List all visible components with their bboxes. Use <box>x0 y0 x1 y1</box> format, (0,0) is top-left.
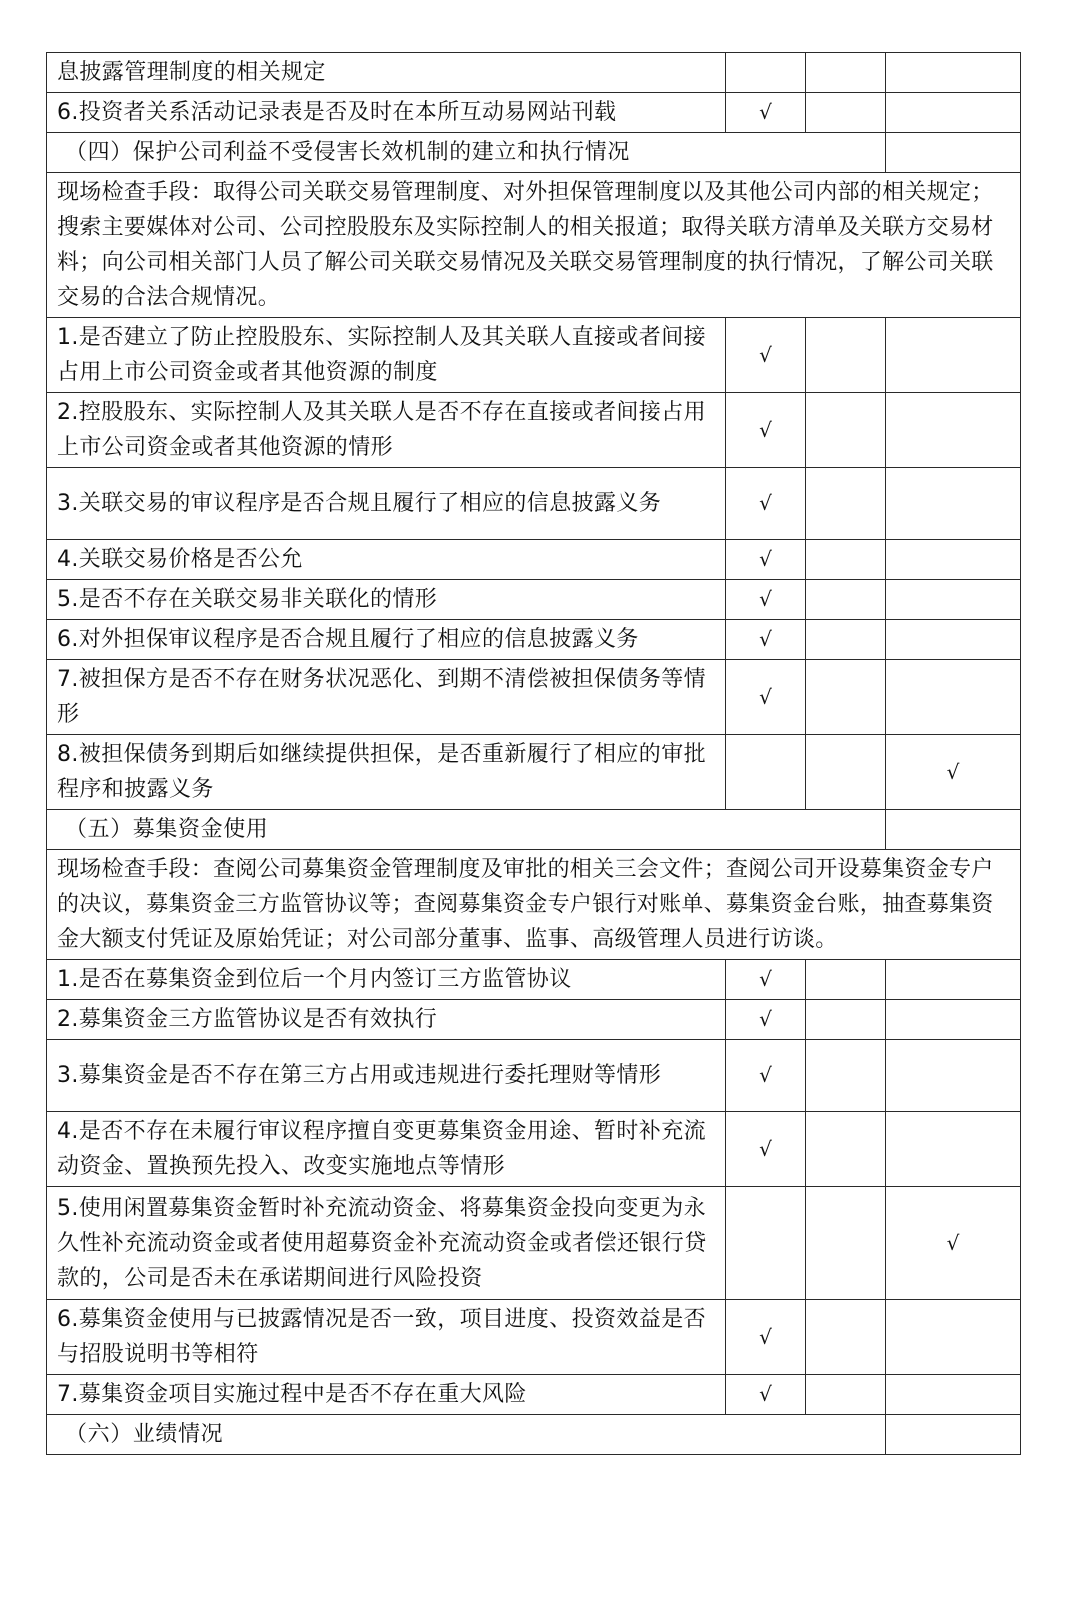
na-mark-cell <box>886 1040 1021 1112</box>
no-mark-cell <box>806 1187 886 1300</box>
table-row <box>47 1112 1021 1187</box>
yes-mark-cell: √ <box>726 318 806 393</box>
no-mark-cell <box>806 468 886 540</box>
table-row <box>47 53 1021 93</box>
yes-mark-cell: √ <box>726 660 806 735</box>
yes-mark-cell: √ <box>726 540 806 580</box>
question-cell: 7.募集资金项目实施过程中是否不存在重大风险 <box>47 1375 726 1415</box>
na-mark-cell <box>886 540 1021 580</box>
yes-mark-cell: √ <box>726 1300 806 1375</box>
table-row <box>47 93 1021 133</box>
section-heading: （六）业绩情况 <box>47 1415 886 1455</box>
table-row <box>47 580 1021 620</box>
yes-mark-cell <box>726 53 806 93</box>
yes-mark-cell: √ <box>726 393 806 468</box>
yes-mark-cell: √ <box>726 1000 806 1040</box>
na-mark-cell <box>886 318 1021 393</box>
table-row <box>47 620 1021 660</box>
question-cell: 2.控股股东、实际控制人及其关联人是否不存在直接或者间接占用上市公司资金或者其他资源的情形 <box>47 393 726 468</box>
na-mark-cell <box>886 580 1021 620</box>
inspection-method-text: 现场检查手段：取得公司关联交易管理制度、对外担保管理制度以及其他公司内部的相关规定；搜索主要媒体对公司、公司控股股东及实际控制人的相关报道；取得关联方清单及关联方交易材料；向公司相关部门人员了解公司关联交易情况及关联交易管理制度的执行情况，了解公司关联交易的合法合规情况。 <box>47 173 1021 318</box>
question-cell: 8.被担保债务到期后如继续提供担保，是否重新履行了相应的审批程序和披露义务 <box>47 735 726 810</box>
no-mark-cell <box>806 1000 886 1040</box>
na-mark-cell <box>886 1375 1021 1415</box>
na-mark-cell <box>886 468 1021 540</box>
table-row <box>47 1040 1021 1112</box>
na-mark-cell <box>886 393 1021 468</box>
na-mark-cell <box>886 660 1021 735</box>
no-mark-cell <box>806 393 886 468</box>
table-row <box>47 1300 1021 1375</box>
section-row <box>47 810 1021 850</box>
yes-mark-cell <box>726 735 806 810</box>
no-mark-cell <box>806 620 886 660</box>
table-row <box>47 1375 1021 1415</box>
table-row <box>47 468 1021 540</box>
yes-mark-cell: √ <box>726 960 806 1000</box>
question-cell: 息披露管理制度的相关规定 <box>47 53 726 93</box>
no-mark-cell <box>806 93 886 133</box>
question-cell: 6.募集资金使用与已披露情况是否一致，项目进度、投资效益是否与招股说明书等相符 <box>47 1300 726 1375</box>
question-cell: 5.是否不存在关联交易非关联化的情形 <box>47 580 726 620</box>
yes-mark-cell: √ <box>726 468 806 540</box>
yes-mark-cell: √ <box>726 93 806 133</box>
no-mark-cell <box>806 660 886 735</box>
no-mark-cell <box>806 1375 886 1415</box>
na-mark-cell <box>886 1000 1021 1040</box>
yes-mark-cell: √ <box>726 1112 806 1187</box>
yes-mark-cell: √ <box>726 1375 806 1415</box>
yes-mark-cell: √ <box>726 1040 806 1112</box>
section-heading: （五）募集资金使用 <box>47 810 886 850</box>
section-row <box>47 1415 1021 1455</box>
question-cell: 4.是否不存在未履行审议程序擅自变更募集资金用途、暂时补充流动资金、置换预先投入、改变实施地点等情形 <box>47 1112 726 1187</box>
question-cell: 3.募集资金是否不存在第三方占用或违规进行委托理财等情形 <box>47 1040 726 1112</box>
table-row <box>47 1187 1021 1300</box>
question-cell: 1.是否在募集资金到位后一个月内签订三方监管协议 <box>47 960 726 1000</box>
section-heading: （四）保护公司利益不受侵害长效机制的建立和执行情况 <box>47 133 886 173</box>
no-mark-cell <box>806 1112 886 1187</box>
yes-mark-cell: √ <box>726 620 806 660</box>
inspection-checklist <box>46 52 1020 1455</box>
table-row <box>47 393 1021 468</box>
na-mark-cell: √ <box>886 1187 1021 1300</box>
table-row <box>47 660 1021 735</box>
table-row <box>47 540 1021 580</box>
question-cell: 7.被担保方是否不存在财务状况恶化、到期不清偿被担保债务等情形 <box>47 660 726 735</box>
no-mark-cell <box>806 318 886 393</box>
question-cell: 3.关联交易的审议程序是否合规且履行了相应的信息披露义务 <box>47 468 726 540</box>
method-row <box>47 850 1021 960</box>
question-cell: 6.投资者关系活动记录表是否及时在本所互动易网站刊载 <box>47 93 726 133</box>
no-mark-cell <box>806 540 886 580</box>
na-mark-cell <box>886 620 1021 660</box>
no-mark-cell <box>806 53 886 93</box>
na-mark-cell <box>886 1112 1021 1187</box>
section-row <box>47 133 1021 173</box>
question-cell: 2.募集资金三方监管协议是否有效执行 <box>47 1000 726 1040</box>
na-mark-cell <box>886 53 1021 93</box>
question-cell: 4.关联交易价格是否公允 <box>47 540 726 580</box>
question-cell: 1.是否建立了防止控股股东、实际控制人及其关联人直接或者间接占用上市公司资金或者其他资源的制度 <box>47 318 726 393</box>
table-row <box>47 735 1021 810</box>
section-blank-cell <box>886 1415 1021 1455</box>
yes-mark-cell <box>726 1187 806 1300</box>
no-mark-cell <box>806 1040 886 1112</box>
table-row <box>47 318 1021 393</box>
na-mark-cell <box>886 93 1021 133</box>
table-row <box>47 1000 1021 1040</box>
na-mark-cell <box>886 960 1021 1000</box>
yes-mark-cell: √ <box>726 580 806 620</box>
no-mark-cell <box>806 735 886 810</box>
section-blank-cell <box>886 133 1021 173</box>
method-row <box>47 173 1021 318</box>
no-mark-cell <box>806 580 886 620</box>
checklist-table <box>46 52 1021 1455</box>
question-cell: 5.使用闲置募集资金暂时补充流动资金、将募集资金投向变更为永久性补充流动资金或者使用超募资金补充流动资金或者偿还银行贷款的，公司是否未在承诺期间进行风险投资 <box>47 1187 726 1300</box>
no-mark-cell <box>806 1300 886 1375</box>
na-mark-cell <box>886 1300 1021 1375</box>
section-blank-cell <box>886 810 1021 850</box>
inspection-method-text: 现场检查手段：查阅公司募集资金管理制度及审批的相关三会文件；查阅公司开设募集资金专户的决议，募集资金三方监管协议等；查阅募集资金专户银行对账单、募集资金台账，抽查募集资金大额支付凭证及原始凭证；对公司部分董事、监事、高级管理人员进行访谈。 <box>47 850 1021 960</box>
na-mark-cell: √ <box>886 735 1021 810</box>
question-cell: 6.对外担保审议程序是否合规且履行了相应的信息披露义务 <box>47 620 726 660</box>
no-mark-cell <box>806 960 886 1000</box>
table-row <box>47 960 1021 1000</box>
